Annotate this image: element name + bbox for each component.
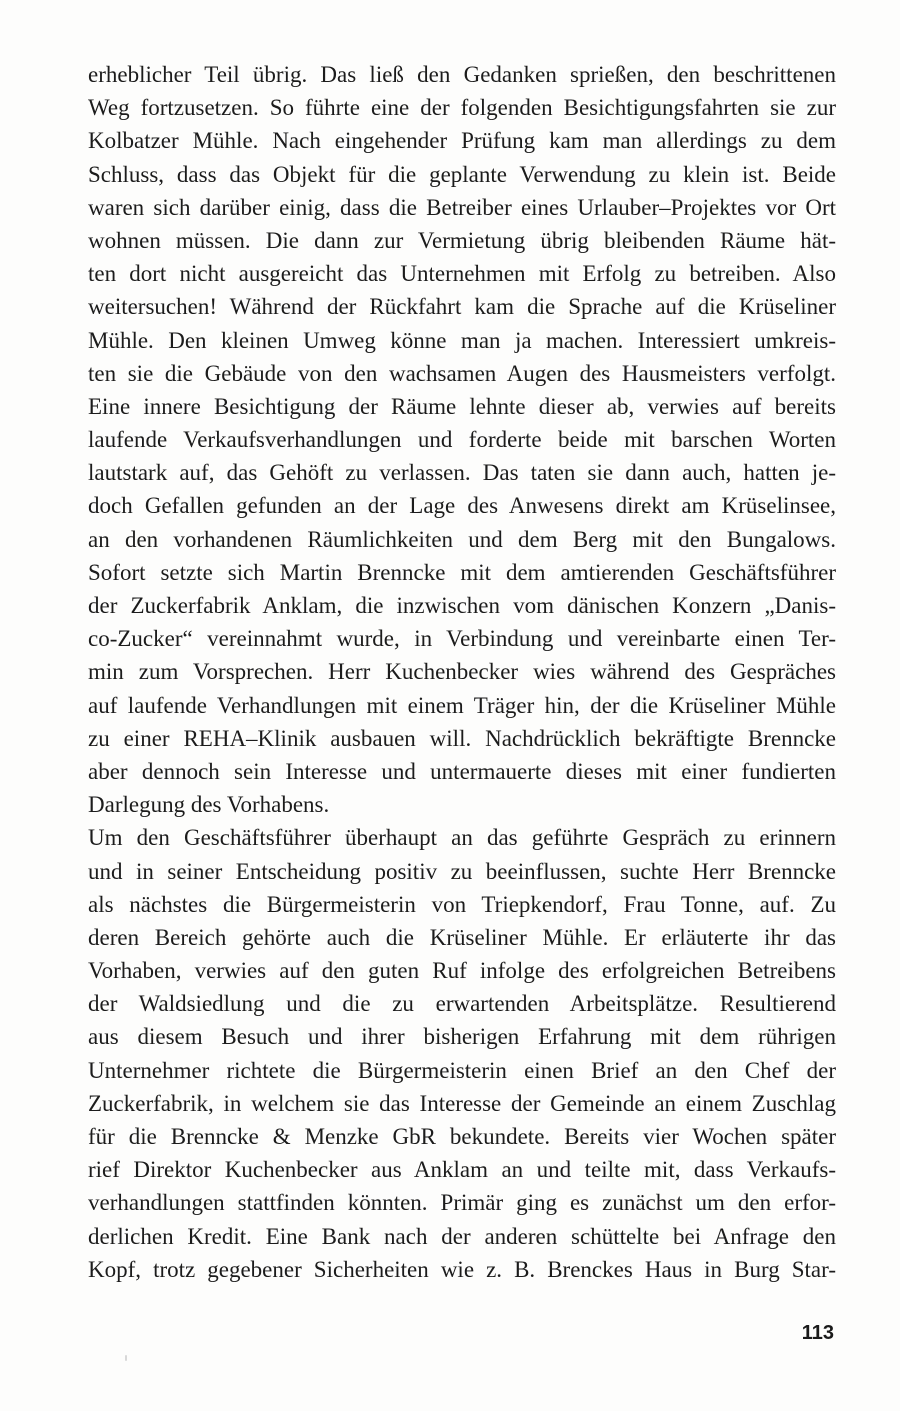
text-line: verhandlungen stattfinden könnten. Primär ging es zunächst um den erfor- (88, 1190, 836, 1216)
text-line: Unternehmer richtete die Bürgermeisterin einen Brief an den Chef der (88, 1057, 836, 1083)
text-line: und in seiner Entscheidung positiv zu beeinflussen, suchte Herr Brenncke (88, 858, 836, 884)
text-line: waren sich darüber einig, dass die Betreiber eines Urlauber–Projektes vor Ort (88, 194, 836, 220)
text-line: Eine innere Besichtigung der Räume lehnte dieser ab, verwies auf bereits (88, 393, 836, 419)
text-line: Vorhaben, verwies auf den guten Ruf infolge des erfolgreichen Betreibens (88, 958, 836, 984)
text-line: ten sie die Gebäude von den wachsamen Augen des Hausmeisters verfolgt. (88, 360, 836, 386)
text-line: aber dennoch sein Interesse und untermauerte dieses mit einer fundierten (88, 758, 836, 784)
text-line: min zum Vorsprechen. Herr Kuchenbecker wies während des Gespräches (88, 659, 836, 685)
page-number: 113 (801, 1322, 834, 1344)
text-line: Mühle. Den kleinen Umweg könne man ja machen. Interessiert umkreis- (88, 327, 836, 353)
text-line: co-Zucker“ vereinnahmt wurde, in Verbindung und vereinbarte einen Ter- (88, 626, 836, 652)
text-line: erheblicher Teil übrig. Das ließ den Gedanken sprießen, den beschrittenen (88, 62, 836, 87)
text-line: derlichen Kredit. Eine Bank nach der anderen schüttelte bei Anfrage den (88, 1223, 836, 1249)
text-line: Sofort setzte sich Martin Brenncke mit dem amtierenden Geschäftsführer (88, 559, 836, 585)
text-line: lautstark auf, das Gehöft zu verlassen. Das taten sie dann auch, hatten je- (88, 460, 836, 486)
text-line: der Zuckerfabrik Anklam, die inzwischen vom dänischen Konzern „Danis- (88, 593, 836, 618)
text-line: Zuckerfabrik, in welchem sie das Interesse der Gemeinde an einem Zuschlag (88, 1090, 836, 1116)
text-line: Kolbatzer Mühle. Nach eingehender Prüfung kam man allerdings zu dem (88, 128, 836, 154)
text-line: Darlegung des Vorhabens. (88, 792, 330, 818)
text-line: rief Direktor Kuchenbecker aus Anklam an und teilte mit, dass Verkaufs- (88, 1157, 836, 1183)
text-line: ten dort nicht ausgereicht das Unternehmen mit Erfolg zu betreiben. Also (88, 261, 836, 287)
text-line: doch Gefallen gefunden an der Lage des Anwesens direkt am Krüselinsee, (88, 493, 836, 519)
text-line: an den vorhandenen Räumlichkeiten und dem Berg mit den Bungalows. (88, 526, 836, 552)
text-line: auf laufende Verhandlungen mit einem Träger hin, der die Krüseliner Mühle (88, 692, 836, 718)
text-line: aus diesem Besuch und ihrer bisherigen Erfahrung mit dem rührigen (88, 1024, 836, 1050)
text-line: der Waldsiedlung und die zu erwartenden Arbeitsplätze. Resultierend (88, 991, 836, 1017)
text-line: Um den Geschäftsführer überhaupt an das geführte Gespräch zu erinnern (88, 825, 836, 851)
body-text (88, 58, 836, 1286)
paper-speck (125, 1355, 127, 1361)
text-line: laufende Verkaufsverhandlungen und forderte beide mit barschen Worten (88, 427, 836, 453)
text-line: als nächstes die Bürgermeisterin von Triepkendorf, Frau Tonne, auf. Zu (88, 891, 836, 917)
text-line: Schluss, dass das Objekt für die geplante Verwendung zu klein ist. Beide (88, 161, 836, 187)
text-line: deren Bereich gehörte auch die Krüseliner Mühle. Er erläuterte ihr das (88, 924, 836, 950)
text-line: wohnen müssen. Die dann zur Vermietung übrig bleibenden Räume hät- (88, 227, 836, 253)
text-line: zu einer REHA–Klinik ausbauen will. Nachdrücklich bekräftigte Brenncke (88, 725, 836, 751)
text-line: weitersuchen! Während der Rückfahrt kam die Sprache auf die Krüseliner (88, 294, 836, 320)
text-line: Kopf, trotz gegebener Sicherheiten wie z. B. Brenckes Haus in Burg Star- (88, 1256, 836, 1282)
text-line: Weg fortzusetzen. So führte eine der folgenden Besichtigungsfahrten sie zur (88, 95, 836, 121)
text-line: für die Brenncke & Menzke GbR bekundete. Bereits vier Wochen später (88, 1124, 836, 1149)
